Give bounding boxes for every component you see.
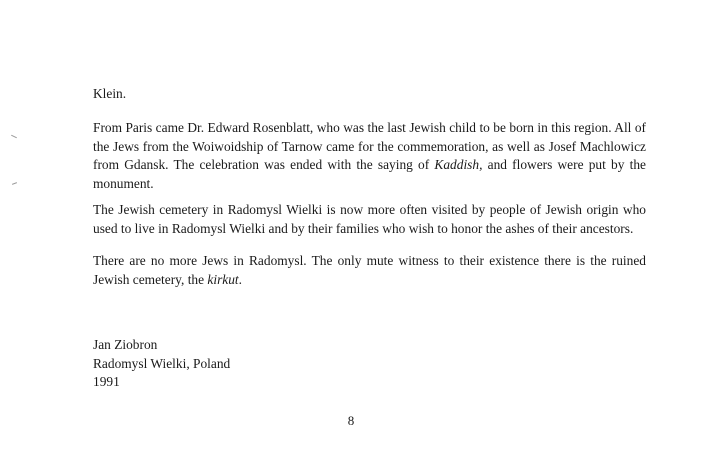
signature-block	[93, 336, 646, 392]
signature-name: Jan Ziobron	[93, 337, 158, 352]
margin-mark-top	[11, 135, 17, 138]
margin-mark-bottom	[12, 182, 17, 185]
paragraph-no-more-text: There are no more Jews in Radomysl. The only mute witness to their existence there is the ruined Jewish cemetery, the	[93, 253, 646, 287]
paragraph-cemetery: The Jewish cemetery in Radomysl Wielki is now more often visited by people of Jewish origin who used to live in Radomysl Wielki and by their families who wish to honor the ashes of their ancestors.	[93, 202, 646, 236]
paragraph-no-more-text-end: .	[238, 271, 242, 287]
paragraph-paris	[93, 119, 646, 193]
paragraph-paris-text: From Paris came Dr. Edward Rosenblatt, who was the last Jewish child to be born in this region. All of the Jews from the Woiwoidship of Tarnow came for the commemoration, as well as Josef Machlowicz from Gdansk. The celebration was ended with the saying of	[93, 120, 646, 172]
kaddish-word: Kaddish,	[434, 157, 483, 172]
paragraph-no-more-jews	[93, 252, 646, 289]
signature-year: 1991	[93, 374, 120, 389]
paragraph-paris-text-end: and flowers were put by the monument.	[93, 157, 646, 191]
kirkut-word: kirkut	[207, 271, 239, 287]
page-number: 8	[347, 413, 355, 428]
signature-place: Radomysl Wielki, Poland	[93, 355, 231, 371]
paragraph-klein: Klein.	[93, 86, 127, 101]
